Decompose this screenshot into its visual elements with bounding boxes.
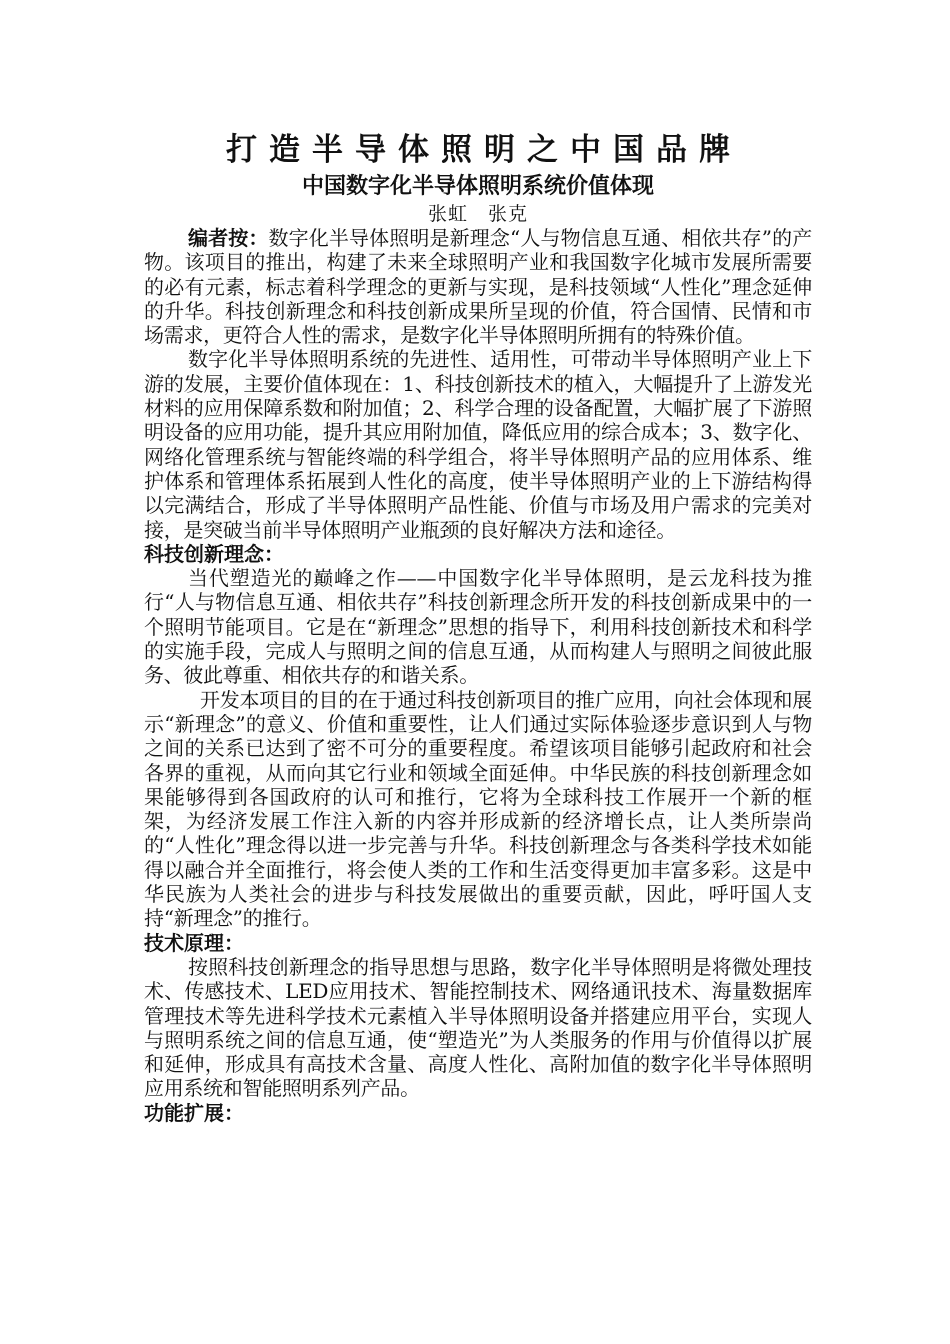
section-innovation-paragraph-1: 当代塑造光的巅峰之作——中国数字化半导体照明，是云龙科技为推行“人与物信息互通、相依共存”科技创新理念所开发的科技创新成果中的一个照明节能项目。它是在“新理念”思想的指导下，利用科技创新技术和科学的实施手段，完成人与照明之间的信息互通，从而构建人与照明之间彼此服务、彼此尊重、相依共存的和谐关系。 [144,566,812,688]
section-principle-paragraph-1: 按照科技创新理念的指导思想与思路，数字化半导体照明是将微处理技术、传感技术、LED应用技术、智能控制技术、网络通讯技术、海量数据库管理技术等先进科学技术元素植入半导体照明设备并搭建应用平台，实现人与照明系统之间的信息互通，使“塑造光”为人类服务的作用与价值得以扩展和延伸，形成具有高技术含量、高度人性化、高附加值的数字化半导体照明应用系统和智能照明系列产品。 [144,954,812,1101]
article [144,130,812,1125]
intro-paragraph: 数字化半导体照明系统的先进性、适用性，可带动半导体照明产业上下游的发展，主要价值体现在：1、科技创新技术的植入，大幅提升了上游发光材料的应用保障系数和附加值；2、科学合理的设备配置，大幅扩展了下游照明设备的应用功能，提升其应用附加值，降低应用的综合成本；3、数字化、网络化管理系统与智能终端的科学组合，将半导体照明产品的应用体系、维护体系和管理体系拓展到人性化的高度，使半导体照明产业的上下游结构得以完满结合，形成了半导体照明产品性能、价值与市场及用户需求的完美对接，是突破当前半导体照明产业瓶颈的良好解决方法和途径。 [144,347,812,542]
section-heading-principle: 技术原理： [144,930,244,955]
section-innovation-paragraph-2: 开发本项目的目的在于通过科技创新项目的推广应用，向社会体现和展示“新理念”的意义、价值和重要性，让人们通过实际体验逐步意识到人与物之间的关系已达到了密不可分的重要程度。希望该项目能够引起政府和社会各界的重视，从而向其它行业和领域全面延伸。中华民族的科技创新理念如果能够得到各国政府的认可和推行，它将为全球科技工作展开一个新的框架，为经济发展工作注入新的内容并形成新的经济增长点，让人类所崇尚的“人性化”理念得以进一步完善与升华。科技创新理念与各类科学技术如能得以融合并全面推行，将会使人类的工作和生活变得更加丰富多彩。这是中华民族为人类社会的进步与科技发展做出的重要贡献，因此，呼吁国人支持“新理念”的推行。 [144,687,812,931]
editor-note-paragraph [144,226,812,347]
editor-note-label: 编者按： [188,226,269,250]
section-heading-extension: 功能扩展： [144,1100,244,1125]
editor-note-text: 数字化半导体照明是新理念“人与物信息互通、相依共存”的产物。该项目的推出，构建了未来全球照明产业和我国数字化城市发展所需要的必有元素，标志着科学理念的更新与实现，是科技领域“人性化”理念延伸的升华。科技创新理念和科技创新成果所呈现的价值，符合国情、民情和市场需求，更符合人性的需求，是数字化半导体照明所拥有的特殊价值。 [144,226,812,348]
article-title: 打造半导体照明之中国品牌 [226,132,742,168]
article-authors: 张虹 张克 [427,203,528,225]
article-subtitle: 中国数字化半导体照明系统价值体现 [301,174,654,199]
section-heading-innovation: 科技创新理念： [144,541,284,566]
